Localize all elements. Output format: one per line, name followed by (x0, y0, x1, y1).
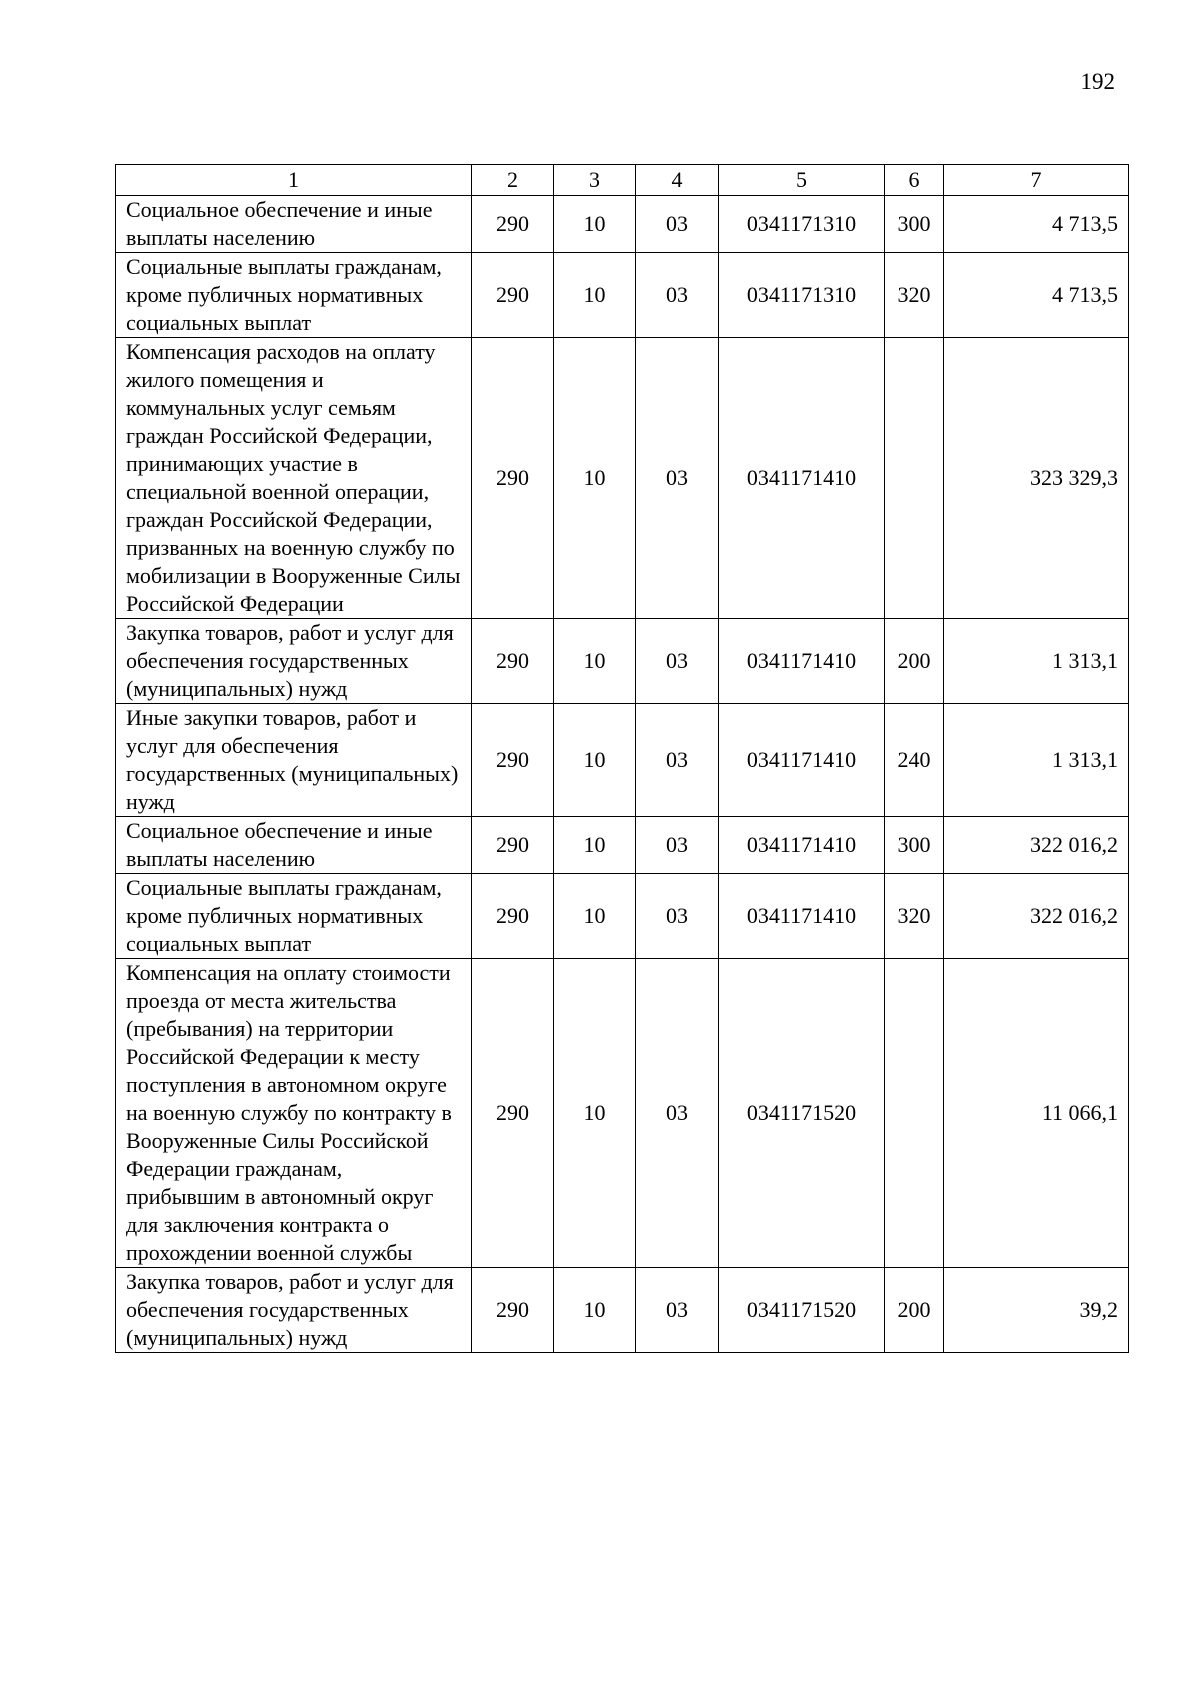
expense-type-cell: 300 (885, 196, 944, 253)
section-cell: 10 (554, 959, 636, 1268)
expense-type-cell: 240 (885, 704, 944, 817)
row-name-cell: Закупка товаров, работ и услуг для обеспечения государственных (муниципальных) нужд (116, 1268, 472, 1353)
admin-code-cell: 290 (472, 874, 554, 959)
subsection-cell: 03 (636, 196, 719, 253)
amount-cell: 39,2 (944, 1268, 1129, 1353)
table-row (116, 619, 1129, 704)
admin-code-cell: 290 (472, 619, 554, 704)
admin-code-cell: 290 (472, 338, 554, 619)
amount-cell: 4 713,5 (944, 253, 1129, 338)
expense-type-cell (885, 338, 944, 619)
admin-code-cell: 290 (472, 253, 554, 338)
expense-type-cell: 200 (885, 619, 944, 704)
column-header-1: 1 (116, 165, 472, 196)
column-header-2: 2 (472, 165, 554, 196)
subsection-cell: 03 (636, 874, 719, 959)
target-article-cell: 0341171410 (719, 704, 885, 817)
target-article-cell: 0341171520 (719, 959, 885, 1268)
target-article-cell: 0341171310 (719, 196, 885, 253)
amount-cell: 323 329,3 (944, 338, 1129, 619)
row-name-cell: Закупка товаров, работ и услуг для обеспечения государственных (муниципальных) нужд (116, 619, 472, 704)
subsection-cell: 03 (636, 817, 719, 874)
section-cell: 10 (554, 338, 636, 619)
subsection-cell: 03 (636, 338, 719, 619)
table-row (116, 1268, 1129, 1353)
expense-type-cell: 300 (885, 817, 944, 874)
column-header-6: 6 (885, 165, 944, 196)
row-name-cell: Социальное обеспечение и иные выплаты населению (116, 196, 472, 253)
admin-code-cell: 290 (472, 817, 554, 874)
amount-cell: 322 016,2 (944, 817, 1129, 874)
expense-type-cell: 320 (885, 253, 944, 338)
section-cell: 10 (554, 253, 636, 338)
target-article-cell: 0341171410 (719, 619, 885, 704)
table-row (116, 253, 1129, 338)
subsection-cell: 03 (636, 704, 719, 817)
target-article-cell: 0341171410 (719, 338, 885, 619)
column-header-7: 7 (944, 165, 1129, 196)
target-article-cell: 0341171520 (719, 1268, 885, 1353)
amount-cell: 4 713,5 (944, 196, 1129, 253)
table-row (116, 196, 1129, 253)
subsection-cell: 03 (636, 619, 719, 704)
section-cell: 10 (554, 874, 636, 959)
expense-type-cell (885, 959, 944, 1268)
section-cell: 10 (554, 1268, 636, 1353)
section-cell: 10 (554, 817, 636, 874)
target-article-cell: 0341171310 (719, 253, 885, 338)
table-row (116, 817, 1129, 874)
table-row (116, 338, 1129, 619)
section-cell: 10 (554, 619, 636, 704)
table-row (116, 959, 1129, 1268)
table-header-row (116, 165, 1129, 196)
row-name-cell: Компенсация расходов на оплату жилого помещения и коммунальных услуг семьям граждан Российской Федерации, принимающих участие в специальной военной операции, граждан Российской Федерации, призванных на военную службу по мобилизации в Вооруженные Силы Российской Федерации (116, 338, 472, 619)
row-name-cell: Социальное обеспечение и иные выплаты населению (116, 817, 472, 874)
admin-code-cell: 290 (472, 704, 554, 817)
page-number: 192 (1080, 69, 1115, 94)
admin-code-cell: 290 (472, 959, 554, 1268)
subsection-cell: 03 (636, 253, 719, 338)
subsection-cell: 03 (636, 1268, 719, 1353)
budget-table (115, 164, 1129, 1353)
section-cell: 10 (554, 196, 636, 253)
expense-type-cell: 320 (885, 874, 944, 959)
target-article-cell: 0341171410 (719, 817, 885, 874)
amount-cell: 11 066,1 (944, 959, 1129, 1268)
column-header-4: 4 (636, 165, 719, 196)
row-name-cell: Компенсация на оплату стоимости проезда от места жительства (пребывания) на территории Российской Федерации к месту поступления в автономном округе на военную службу по контракту в Вооруженные Силы Российской Федерации гражданам, прибывшим в автономный округ для заключения контракта о прохождении военной службы (116, 959, 472, 1268)
column-header-5: 5 (719, 165, 885, 196)
table-row (116, 704, 1129, 817)
table-row (116, 874, 1129, 959)
section-cell: 10 (554, 704, 636, 817)
admin-code-cell: 290 (472, 1268, 554, 1353)
admin-code-cell: 290 (472, 196, 554, 253)
row-name-cell: Иные закупки товаров, работ и услуг для обеспечения государственных (муниципальных) нужд (116, 704, 472, 817)
target-article-cell: 0341171410 (719, 874, 885, 959)
amount-cell: 1 313,1 (944, 619, 1129, 704)
amount-cell: 1 313,1 (944, 704, 1129, 817)
subsection-cell: 03 (636, 959, 719, 1268)
row-name-cell: Социальные выплаты гражданам, кроме публичных нормативных социальных выплат (116, 253, 472, 338)
expense-type-cell: 200 (885, 1268, 944, 1353)
row-name-cell: Социальные выплаты гражданам, кроме публичных нормативных социальных выплат (116, 874, 472, 959)
column-header-3: 3 (554, 165, 636, 196)
amount-cell: 322 016,2 (944, 874, 1129, 959)
